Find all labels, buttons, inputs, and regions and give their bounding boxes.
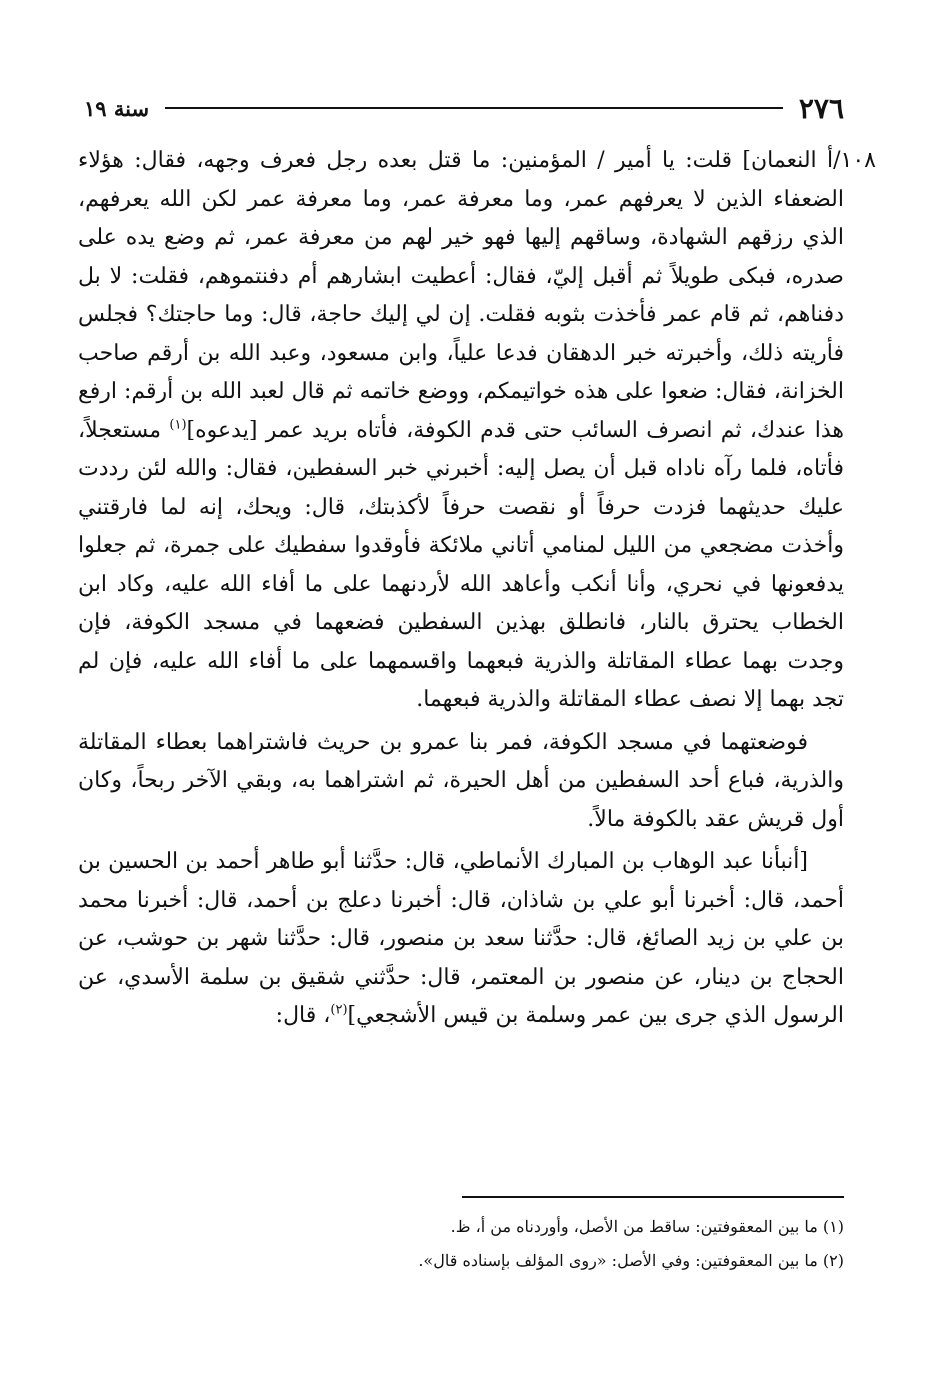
manuscript-folio-marker: ١٠٨/أ bbox=[827, 148, 876, 173]
footnote-ref-2: (٢) bbox=[330, 1002, 348, 1018]
header-rule bbox=[165, 107, 783, 109]
footnote-rule bbox=[462, 1196, 844, 1198]
main-text bbox=[78, 142, 876, 1036]
footnote-1: (١) ما بين المعقوفتين: ساقط من الأصل، وأوردناه من أ، ظ. bbox=[450, 1217, 844, 1236]
paragraph-3-text: فوضعتهما في مسجد الكوفة، فمر بنا عمرو بن حريث فاشتراهما بعطاء المقاتلة والذرية، فباع أحد السفطين من أهل الحيرة، ثم اشتراهما به، وبقي الآخر ربحاً، وكان أول قريش عقد بالكوفة مالاً. bbox=[78, 729, 844, 832]
section-label: سنة ١٩ bbox=[84, 95, 150, 121]
paragraph-4-text: [أنبأنا عبد الوهاب بن المبارك الأنماطي، قال: حدَّثنا أبو طاهر أحمد بن الحسين بن أحمد، قال: أخبرنا أبو علي بن شاذان، قال: أخبرنا دعلج بن أحمد، قال: أخبرنا محمد بن علي بن زيد الصائغ، قال: حدَّثنا سعد بن منصور، قال: حدَّثنا شهر بن حوشب، عن الحجاج بن دينار، عن منصور بن المعتمر، قال: حدَّثني شقيق بن سلمة الأسدي، عن الرسول الذي جرى بين عمر وسلمة بن قيس الأشجعي] bbox=[78, 849, 844, 1028]
paragraph-4-tail: ، قال: bbox=[275, 1003, 331, 1028]
page-number: ٢٧٦ bbox=[798, 91, 844, 125]
paragraph-1 bbox=[78, 142, 876, 720]
paragraph-2-text: مستعجلاً، فأتاه، فلما رآه ناداه قبل أن يصل إليه: أخبرني خبر السفطين، فقال: والله لئن رددت عليك حديثهما فزدت حرفاً أو نقصت حرفاً لأكذبتك، قال: ويحك، إنه لما فارقتني وأخذت مضجعي من الليل لمنامي أتاني ملائكة فأوقدوا سفطيك على جمرة، ثم جعلوا يدفعونها في نحري، وأنا أنكب وأعاهد الله لأردنهما على ما أفاء الله عليه، وكاد ابن الخطاب يحترق بالنار، فانطلق بهذين السفطين فضعهما في مسجد الكوفة، فإن وجدت بهما عطاء المقاتلة والذرية فبعهما واقسمهما على ما أفاء الله عليه، فإن لم تجد بهما إلا نصف عطاء المقاتلة والذرية فبعهما. bbox=[78, 417, 844, 712]
footnote-ref-1: (١) bbox=[169, 417, 187, 433]
paragraph-4 bbox=[78, 843, 844, 1036]
paragraph-1-text: النعمان] قلت: يا أمير / المؤمنين: ما قتل بعده رجل فعرف وجهه، فقال: هؤلاء الضعفاء الذين لا يعرفهم عمر، وما معرفة عمر، وما معرفة عمر لكن الله يعرفهم، الذي رزقهم الشهادة، وساقهم إليها فهو خير لهم من معرفة عمر، ثم وضع يده على صدره، فبكى طويلاً ثم أقبل إليّ، فقال: أعطيت ابشارهم أم دفنتموهم، فقلت: لا بل دفناهم، ثم قام عمر فأخذت بثوبه فقلت. إن لي إليك حاجة، قال: وما حاجتك؟ فجلس فأريته ذلك، وأخبرته خبر الدهقان فدعا علياً، وابن مسعود، وعبد الله بن أرقم صاحب الخزانة، فقال: ضعوا على هذه خواتيمكم، ووضع خاتمه ثم قال لعبد الله بن أرقم: ارفع هذا عندك، ثم انصرف السائب حتى قدم الكوفة، فأتاه بريد عمر [يدعوه] bbox=[78, 148, 844, 443]
footnotes bbox=[300, 1210, 844, 1278]
footnote-2: (٢) ما بين المعقوفتين: وفي الأصل: «روى المؤلف بإسناده قال». bbox=[418, 1251, 844, 1270]
running-header bbox=[84, 88, 844, 128]
paragraph-3 bbox=[78, 724, 844, 840]
